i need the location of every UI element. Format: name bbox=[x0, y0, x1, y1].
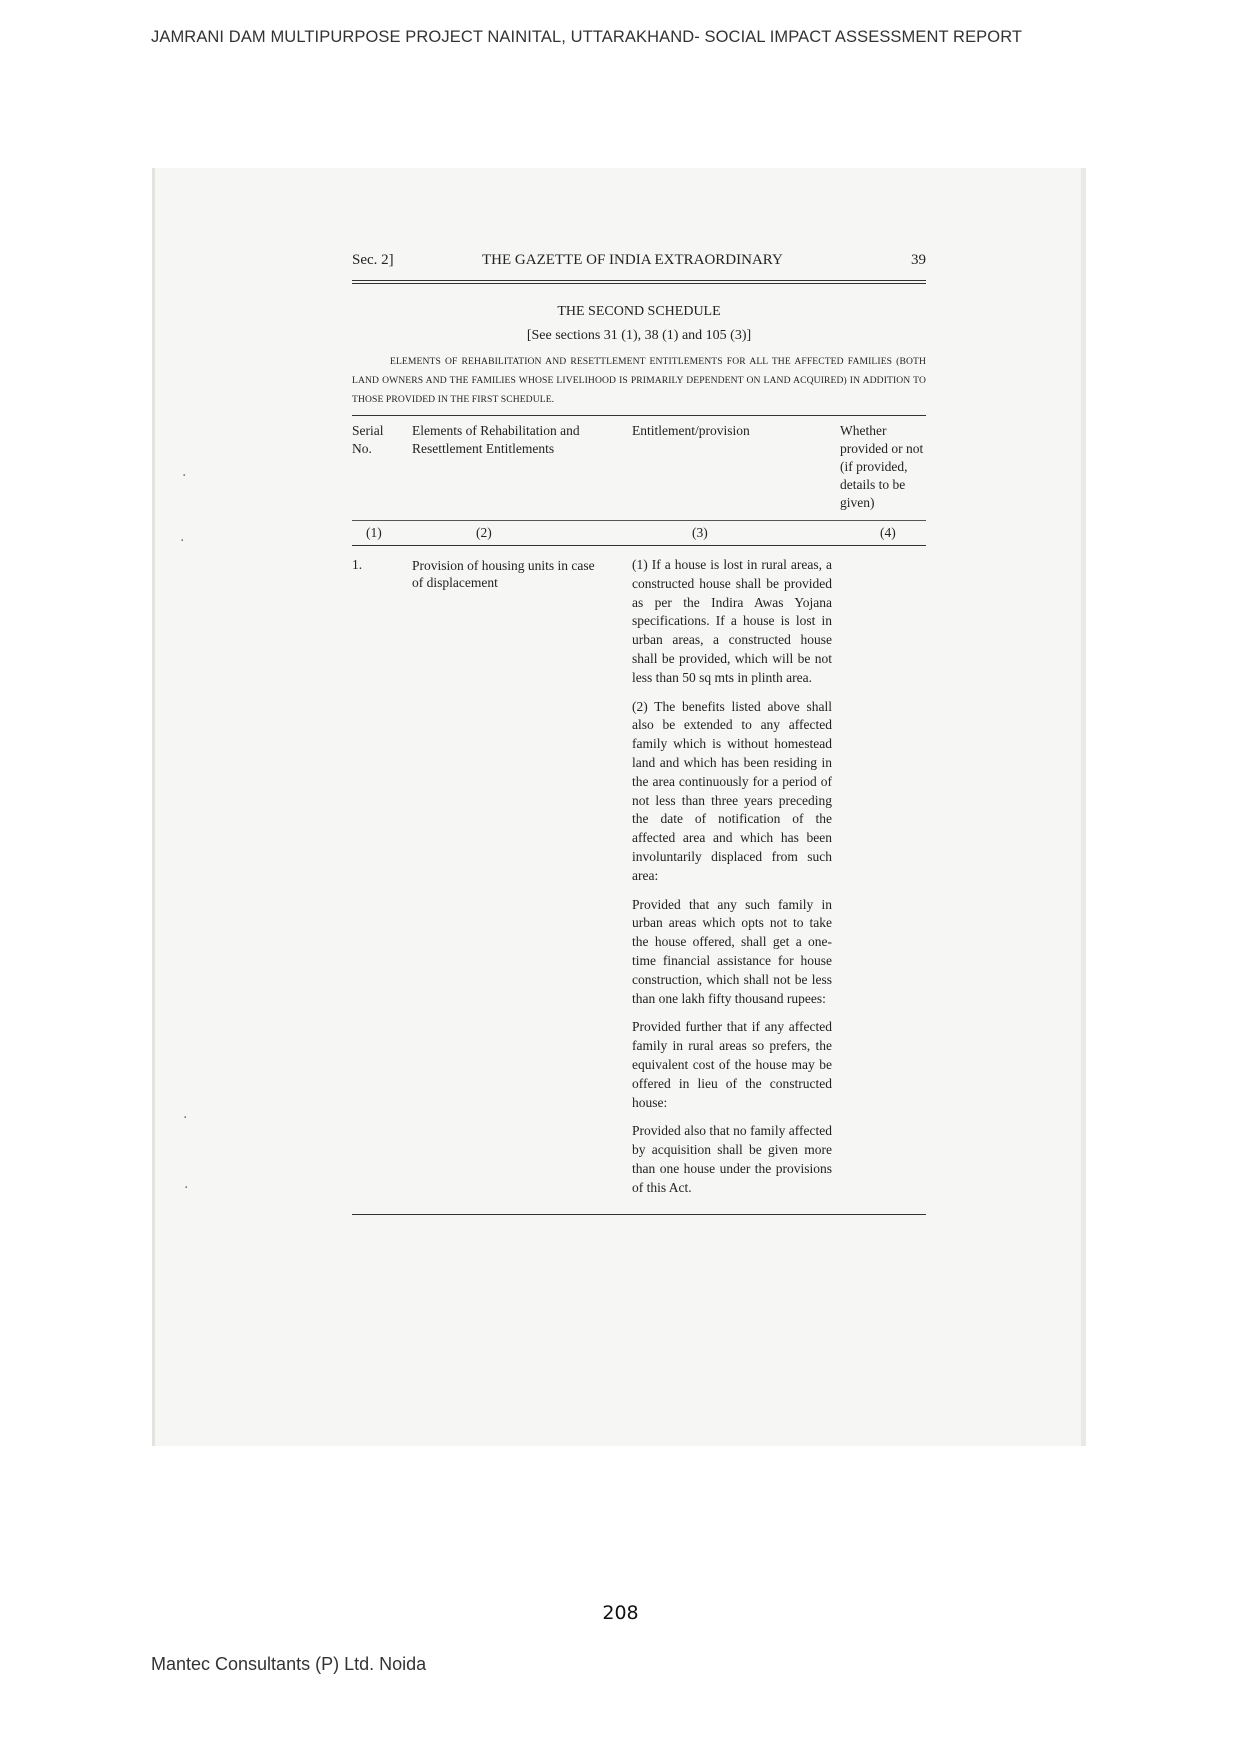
header-serial-no: Serial No. bbox=[352, 423, 384, 456]
footer-company: Mantec Consultants (P) Ltd. Noida bbox=[151, 1654, 427, 1674]
column-number-row bbox=[352, 520, 926, 546]
scanned-gazette-page bbox=[152, 168, 1086, 1446]
scan-edge bbox=[152, 168, 155, 1446]
entitlement-paragraph: Provided also that no family affected by acquisition shall be given more than one house under the provisions of this Act. bbox=[632, 1123, 832, 1195]
gazette-title: THE GAZETTE OF INDIA EXTRAORDINARY bbox=[482, 252, 783, 268]
page-number: 208 bbox=[602, 1602, 639, 1624]
header-entitlement: Entitlement/provision bbox=[632, 423, 750, 438]
scan-speck: · bbox=[182, 468, 187, 484]
gazette-section: Sec. 2] bbox=[352, 252, 394, 268]
column-number: (3) bbox=[692, 525, 708, 540]
column-number: (2) bbox=[476, 525, 492, 540]
scan-edge bbox=[1081, 168, 1086, 1446]
entitlement-paragraph: (1) If a house is lost in rural areas, a constructed house shall be provided as per the Indira Awas Yojana specifications. If a house is lost in urban areas, a constructed house shall be provided, which will be not less than 50 sq mts in plinth area. bbox=[632, 557, 832, 685]
column-number: (4) bbox=[880, 525, 896, 540]
row-entitlement bbox=[632, 546, 832, 1212]
schedule-description: ELEMENTS OF REHABILITATION AND RESETTLEMENT ENTITLEMENTS FOR ALL THE AFFECTED FAMILIES (BOTH LAND OWNERS AND THE FAMILIES WHOSE LIVELIHOOD IS PRIMARILY DEPENDENT ON LAND ACQUIRED) IN ADDITION TO THOSE PROVIDED IN THE FIRST SCHEDULE. bbox=[352, 356, 926, 405]
scan-speck: · bbox=[184, 1180, 189, 1196]
row-element: Provision of housing units in case of displacement bbox=[412, 558, 595, 590]
entitlement-paragraph: (2) The benefits listed above shall also be extended to any affected family which is without homestead land and which has been residing in the area continuously for a period of not less than three years preceding the date of notification of the affected area and which has been involuntarily displaced from such area: bbox=[632, 698, 832, 883]
schedule-title: THE SECOND SCHEDULE bbox=[557, 304, 721, 319]
gazette-page-number: 39 bbox=[911, 252, 926, 268]
table-header bbox=[352, 416, 926, 520]
schedule-reference: [See sections 31 (1), 38 (1) and 105 (3)] bbox=[526, 328, 752, 343]
gazette-running-head bbox=[352, 252, 926, 278]
entitlement-paragraph: Provided that any such family in urban areas which opts not to take the house offered, shall get a one-time financial assistance for house construction, which shall not be less than one lakh fifty thousand rupees: bbox=[632, 896, 832, 1006]
table-row bbox=[352, 546, 926, 1212]
entitlement-paragraph: Provided further that if any affected family in rural areas so prefers, the equivalent cost of the house may be offered in lieu of the constructed house: bbox=[632, 1019, 832, 1110]
column-number: (1) bbox=[366, 525, 382, 540]
header-elements: Elements of Rehabilitation and Resettlement Entitlements bbox=[412, 423, 580, 456]
scan-speck: · bbox=[183, 1110, 188, 1126]
gazette-content bbox=[352, 252, 926, 1215]
row-serial: 1. bbox=[352, 557, 363, 572]
double-rule bbox=[352, 280, 926, 284]
header-whether-provided: Whether provided or not (if provided, details to be given) bbox=[840, 423, 924, 510]
report-header: JAMRANI DAM MULTIPURPOSE PROJECT NAINITAL, UTTARAKHAND- SOCIAL IMPACT ASSESSMENT REPORT bbox=[151, 28, 1023, 46]
table-bottom-rule bbox=[352, 1214, 926, 1215]
scan-speck: · bbox=[180, 533, 185, 549]
